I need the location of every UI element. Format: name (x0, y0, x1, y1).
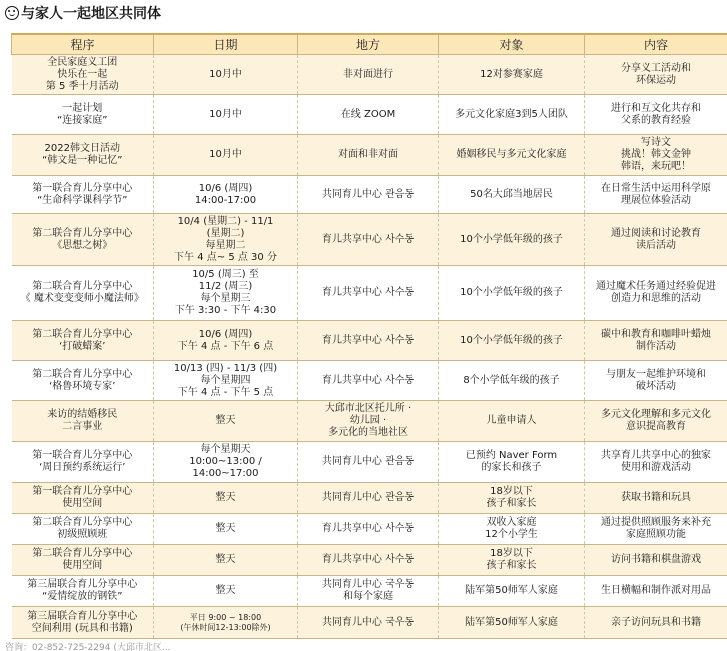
cell-content: 共享育儿共享中心的独家 使用和游戏活动 (585, 442, 727, 483)
table-row (12, 483, 727, 514)
cell-program: 第三届联合育儿分享中心 空间利用 (玩具和书籍) (12, 607, 154, 639)
cell-target: 18岁以下 孩子和家长 (439, 545, 585, 576)
cell-program: 第三届联合育儿分享中心 “爱情绽放的钢铁” (12, 576, 154, 607)
cell-content: 通过阅读和讨论教育 读后活动 (585, 214, 727, 266)
table-row (12, 321, 727, 361)
cell-place: 育儿共享中心 사수동 (298, 214, 439, 266)
cell-date: 整天 (154, 483, 298, 514)
cell-content: 通过魔术任务通过经验促进 创造力和思维的活动 (585, 266, 727, 321)
cell-content: 通过提供照顾服务来补充 家庭照顾功能 (585, 514, 727, 545)
cell-date: 10/5 (周三) 至 11/2 (周三) 每个星期三 下午 3:30 - 下午 4:30 (154, 266, 298, 321)
table-row (12, 442, 727, 483)
cell-program: 第一联合育儿分享中心 “生命科学课科学节” (12, 176, 154, 214)
cell-place: 共同育儿中心 국우동 和每个家庭 (298, 576, 439, 607)
cell-target: 陆军第50师军人家庭 (439, 576, 585, 607)
cell-program: 全民家庭义工团 快乐在一起 第 5 季十月活动 (12, 55, 154, 95)
header-target: 对象 (439, 34, 585, 55)
page-title (5, 4, 161, 24)
cell-date: 整天 (154, 401, 298, 442)
cell-program: 第二联合育儿分享中心 《思想之树》 (12, 214, 154, 266)
cell-date: 10/6 (周四) 14:00-17:00 (154, 176, 298, 214)
cell-place: 大邱市北区托儿所 · 幼儿园 · 多元化的当地社区 (298, 401, 439, 442)
cell-content: 生日横幅和制作派对用品 (585, 576, 727, 607)
table-row (12, 176, 727, 214)
cell-target: 婚姻移民与多元文化家庭 (439, 135, 585, 176)
cell-target: 12对参赛家庭 (439, 55, 585, 95)
cell-target: 18岁以下 孩子和家长 (439, 483, 585, 514)
table-row (12, 576, 727, 607)
cell-content: 分享义工活动和 环保运动 (585, 55, 727, 95)
cell-content: 写诗文 挑战！韩文金钟 韩语，来玩吧！ (585, 135, 727, 176)
cell-content: 在日常生活中运用科学原 理展位体验活动 (585, 176, 727, 214)
cell-content: 与朋友一起维护环境和 破坏活动 (585, 361, 727, 401)
header-content: 内容 (585, 34, 727, 55)
footer-note: 咨询：02-852-725-2294 (大邱市北区... (5, 643, 171, 651)
cell-program: 2022韩文日活动 “韩文是一种记忆” (12, 135, 154, 176)
cell-date: 每个星期天 10:00~13:00 / 14:00~17:00 (154, 442, 298, 483)
table-row (12, 401, 727, 442)
header-program: 程序 (12, 34, 154, 55)
cell-date: 10/13 (四) - 11/3 (四) 每个星期四 下午 4 点 - 下午 5 点 (154, 361, 298, 401)
cell-target: 10个小学低年级的孩子 (439, 266, 585, 321)
cell-target: 10个小学低年级的孩子 (439, 321, 585, 361)
cell-content: 亲子访问玩具和书籍 (585, 607, 727, 639)
cell-date: 整天 (154, 545, 298, 576)
smiley-icon (5, 6, 19, 20)
cell-date: 整天 (154, 576, 298, 607)
table-row (12, 361, 727, 401)
cell-program: 第一联合育儿分享中心 使用空间 (12, 483, 154, 514)
cell-place: 共同育儿中心 국우동 (298, 607, 439, 639)
cell-place: 在线 ZOOM (298, 95, 439, 135)
cell-program: 第二联合育儿分享中心 《 魔术变变变师小魔法师》 (12, 266, 154, 321)
cell-program: 第一联合育儿分享中心 ‘周日预约系统运行’ (12, 442, 154, 483)
cell-place: 育儿共享中心 사수동 (298, 514, 439, 545)
cell-content: 碳中和教育和咖啡叶蜡烛 制作活动 (585, 321, 727, 361)
cell-target: 儿童申请人 (439, 401, 585, 442)
cell-place: 共同育儿中心 관음동 (298, 483, 439, 514)
table-row (12, 214, 727, 266)
cell-program: 一起计划 “连接家庭” (12, 95, 154, 135)
cell-place: 育儿共享中心 사수동 (298, 266, 439, 321)
table-header-row (12, 34, 727, 55)
header-date: 日期 (154, 34, 298, 55)
cell-date: 整天 (154, 514, 298, 545)
table-row (12, 607, 727, 639)
cell-program: 第二联合育儿分享中心 初级照顾班 (12, 514, 154, 545)
cell-date: 10/6 (周四) 下午 4 点 - 下午 6 点 (154, 321, 298, 361)
page-title-text: 与家人一起地区共同体 (21, 6, 161, 22)
table-row (12, 266, 727, 321)
cell-content: 访问书籍和棋盘游戏 (585, 545, 727, 576)
cell-program: 第二联合育儿分享中心 使用空间 (12, 545, 154, 576)
cell-target: 陆军第50师军人家庭 (439, 607, 585, 639)
cell-target: 双收入家庭 12个小学生 (439, 514, 585, 545)
cell-content: 进行和互文化共存和 父系的教育经验 (585, 95, 727, 135)
table-row (12, 514, 727, 545)
program-table (11, 33, 727, 639)
cell-target: 多元文化家庭3到5人团队 (439, 95, 585, 135)
cell-date: 平日 9:00 ~ 18:00 (午休时间12-13:00除外) (154, 607, 298, 639)
header-place: 地方 (298, 34, 439, 55)
cell-place: 共同育儿中心 관음동 (298, 176, 439, 214)
table-row (12, 55, 727, 95)
cell-place: 共同育儿中心 관음동 (298, 442, 439, 483)
cell-program: 第二联合育儿分享中心 ‘格鲁环境专家’ (12, 361, 154, 401)
cell-date: 10月中 (154, 135, 298, 176)
table-row (12, 545, 727, 576)
cell-date: 10月中 (154, 95, 298, 135)
cell-content: 多元文化理解和多元文化 意识提高教育 (585, 401, 727, 442)
cell-place: 育儿共享中心 사수동 (298, 545, 439, 576)
cell-target: 50名大邱当地居民 (439, 176, 585, 214)
cell-target: 10个小学低年级的孩子 (439, 214, 585, 266)
cell-place: 对面和非对面 (298, 135, 439, 176)
cell-place: 育儿共享中心 사수동 (298, 321, 439, 361)
cell-date: 10月中 (154, 55, 298, 95)
cell-target: 已预约 Naver Form 的家长和孩子 (439, 442, 585, 483)
cell-place: 育儿共享中心 사수동 (298, 361, 439, 401)
table-row (12, 95, 727, 135)
cell-program: 来访的结婚移民 二言事业 (12, 401, 154, 442)
cell-target: 8个小学低年级的孩子 (439, 361, 585, 401)
table-row (12, 135, 727, 176)
cell-date: 10/4 (星期二) - 11/1 (星期二) 每星期二 下午 4 点~ 5 点 30 分 (154, 214, 298, 266)
cell-program: 第二联合育儿分享中心 ‘打破蜡案’ (12, 321, 154, 361)
cell-content: 获取书籍和玩具 (585, 483, 727, 514)
cell-place: 非对面进行 (298, 55, 439, 95)
